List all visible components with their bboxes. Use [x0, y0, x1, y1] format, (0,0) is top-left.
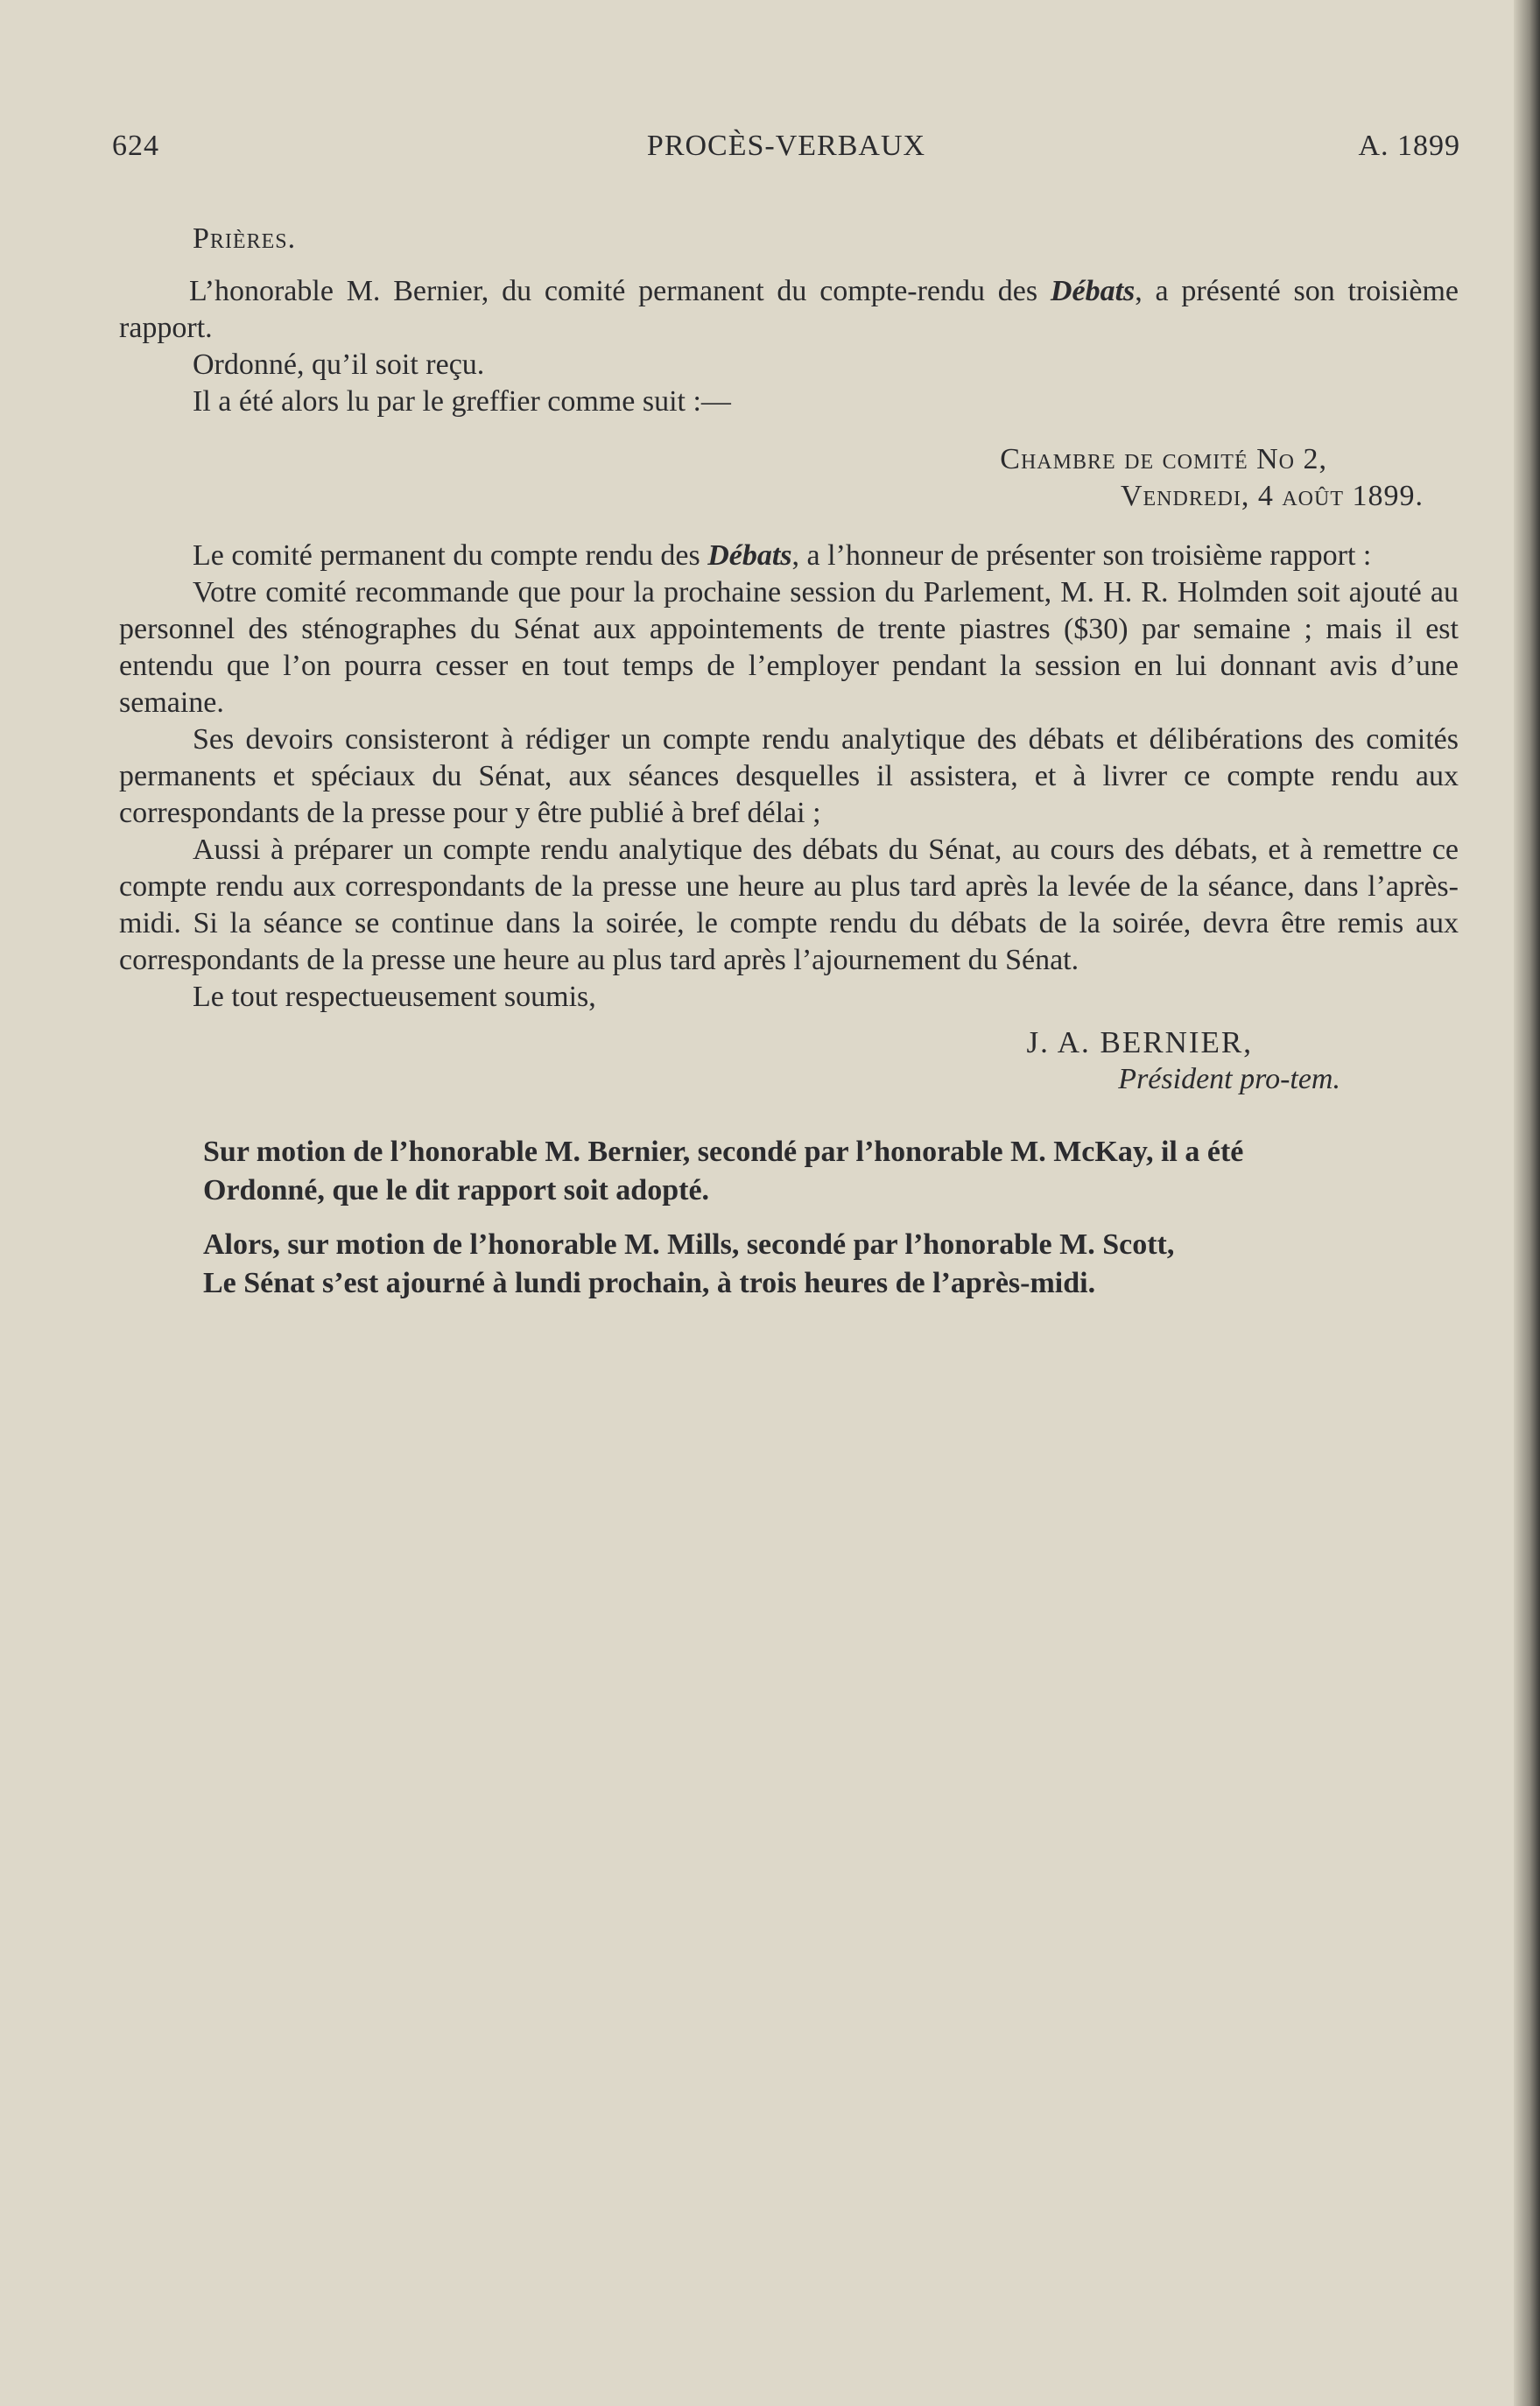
page-body — [119, 221, 1459, 1303]
page-number: 624 — [112, 130, 159, 162]
intro-text-before: Le comité permanent du compte rendu des — [193, 539, 708, 572]
motion-2-line-1: Alors, sur motion de l’honorable M. Mills, secondé par l’honorable M. Scott, — [203, 1228, 1175, 1261]
motion-1-line-2: Ordonné, que le dit rapport soit adopté. — [203, 1174, 710, 1207]
report-intro-paragraph — [119, 538, 1459, 574]
read-by-clerk-line: Il a été alors lu par le greffier comme suit :— — [193, 385, 731, 418]
p1-text-before: L’honorable M. Bernier, du comité permanent du compte-rendu des — [189, 275, 1051, 307]
signature-title: Président pro-tem. — [1118, 1063, 1340, 1095]
respectfully-line: Le tout respectueusement soumis, — [193, 981, 596, 1013]
running-title: PROCÈS-VERBAUX — [646, 130, 926, 162]
date-line: Vendredi, 4 août 1899. — [1120, 480, 1424, 512]
duties-paragraph: Ses devoirs consisteront à rédiger un compte rendu analytique des débats et délibérations des comités permanents et spéciaux du Sénat, aux séances desquelles il assistera, et à livrer ce compte rendu aux correspondants de la presse pour y être publié à bref délai ; — [119, 723, 1459, 829]
signature-name: J. A. BERNIER, — [1026, 1025, 1253, 1059]
page-edge-shadow — [1514, 0, 1540, 2406]
recommendation-paragraph: Votre comité recommande que pour la prochaine session du Parlement, M. H. R. Holmden soit ajouté au personnel des sténographes du Sénat aux appointements de trente piastres ($30) par semaine ; mais il est entendu que l’on pourra cesser en tout temps de l’employer pendant la session en lui donnant avis d’une semaine. — [119, 576, 1459, 719]
committee-room-line: Chambre de comité No 2, — [1000, 443, 1327, 475]
ordered-received-line: Ordonné, qu’il soit reçu. — [193, 348, 485, 381]
motion-2-line-2: Le Sénat s’est ajourné à lundi prochain, à trois heures de l’après-midi. — [203, 1267, 1096, 1299]
also-paragraph: Aussi à préparer un compte rendu analytique des débats du Sénat, au cours des débats, et à remettre ce compte rendu aux correspondants de la presse une heure au plus tard après la levée de la séance, dans l’après-midi. Si la séance se continue dans la soirée, le compte rendu du débats de la soirée, devra être remis aux correspondants de la presse une heure au plus tard après l’ajournement du Sénat. — [119, 834, 1459, 976]
motion-1-line-1: Sur motion de l’honorable M. Bernier, secondé par l’honorable M. McKay, il a été — [203, 1136, 1244, 1168]
intro-text-after: , a l’honneur de présenter son troisième rapport : — [791, 539, 1372, 572]
report-presented-paragraph — [119, 273, 1459, 347]
intro-italic-debats: Débats — [707, 539, 792, 572]
page-header — [112, 130, 1460, 173]
year-marker: A. 1899 — [1358, 130, 1460, 162]
p1-italic-debats: Débats — [1050, 275, 1136, 307]
section-heading: Prières. — [193, 222, 297, 255]
p1-text-after: , a présenté son troisième rapport. — [119, 275, 1459, 344]
